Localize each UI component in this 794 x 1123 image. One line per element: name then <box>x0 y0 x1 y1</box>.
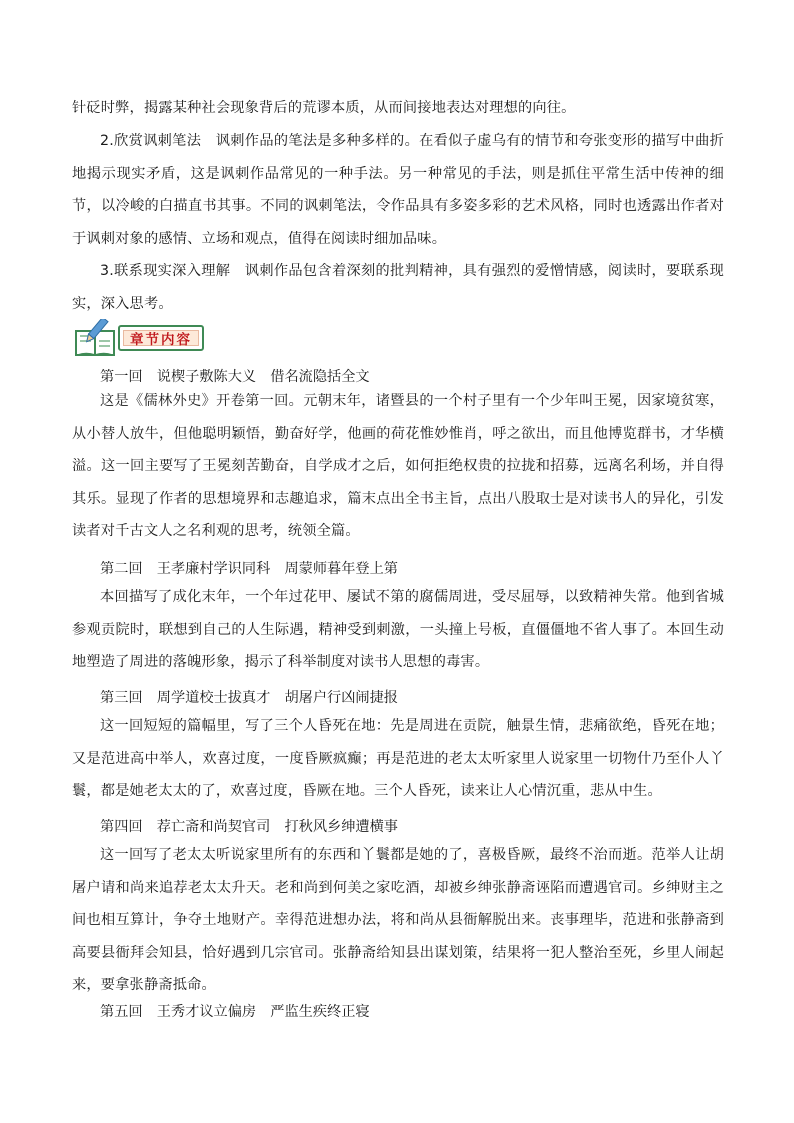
paragraph-point-2: 2.欣赏讽刺笔法 讽刺作品的笔法是多种多样的。在看似子虚乌有的情节和夸张变形的描写中曲折地揭示现实矛盾，这是讽刺作品常见的一种手法。另一种常见的手法，则是抓住平常生活中传神的细节，以冷峻的白描直书其事。不同的讽刺笔法，令作品具有多姿多彩的艺术风格，同时也透露出作者对于讽刺对象的感情、立场和观点，值得在阅读时细加品味。 <box>72 133 724 247</box>
book-pencil-icon <box>74 319 118 359</box>
chapter-1-summary: 这是《儒林外史》开卷第一回。元朝末年，诸暨县的一个村子里有一个少年叫王冕，因家境贫寒，从小替人放牛，但他聪明颖悟，勤奋好学，他画的荷花惟妙惟肖，呼之欲出，而且他博览群书，才华横溢。这一回主要写了王冕刻苦勤奋，自学成才之后，如何拒绝权贵的拉拢和招募，远离名利场，并自得其乐。显现了作者的思想境界和志趣追求，篇末点出全书主旨，点出八股取士是对读书人的异化，引发读者对千古文人之名利观的思考，统领全篇。 <box>72 393 724 539</box>
chapter-5-title: 第五回 王秀才议立偏房 严监生疾终正寝 <box>100 1004 370 1020</box>
section-badge-label: 章节内容 <box>130 332 192 348</box>
paragraph-point-3: 3.联系现实深入理解 讽刺作品包含着深刻的批判精神，具有强烈的爱憎情感，阅读时，要联系现实，深入思考。 <box>72 263 724 312</box>
chapter-4-title: 第四回 荐亡斋和尚契官司 打秋风乡绅遭横事 <box>100 819 398 835</box>
chapter-1-title: 第一回 说楔子敷陈大义 借名流隐括全文 <box>100 369 370 385</box>
paragraph-carryover: 针砭时弊，揭露某种社会现象背后的荒谬本质，从而间接地表达对理想的向往。 <box>72 100 576 116</box>
chapter-2-summary: 本回描写了成化末年，一个年过花甲、屡试不第的腐儒周进，受尽屈辱，以致精神失常。他到省城参观贡院时，联想到自己的人生际遇，精神受到刺激，一头撞上号板，直僵僵地不省人事了。本回生动地塑造了周进的落魄形象，揭示了科举制度对读书人思想的毒害。 <box>72 589 724 670</box>
chapter-4-summary: 这一回写了老太太听说家里所有的东西和丫鬟都是她的了，喜极昏厥，最终不治而逝。范举人让胡屠户请和尚来追荐老太太升天。老和尚到何美之家吃酒，却被乡绅张静斋诬陷而遭遇官司。乡绅财主之间也相互算计，争夺土地财产。幸得范进想办法，将和尚从县衙解脱出来。丧事理毕，范进和张静斋到高要县衙拜会知县，恰好遇到几宗官司。张静斋给知县出谋划策，结果将一犯人整治至死，乡里人闹起来，要拿张静斋抵命。 <box>72 847 724 993</box>
chapter-2-title: 第二回 王孝廉村学识同科 周蒙师暮年登上第 <box>100 561 398 577</box>
section-badge <box>74 319 214 359</box>
section-badge-frame <box>118 325 204 351</box>
chapter-3-title: 第三回 周学道校士拔真才 胡屠户行凶闹捷报 <box>100 690 398 706</box>
chapter-3-summary: 这一回短短的篇幅里，写了三个人昏死在地：先是周进在贡院，触景生情，悲痛欲绝，昏死在地；又是范进高中举人，欢喜过度，一度昏厥疯癫；再是范进的老太太听家里人说家里一切物什乃至仆人丫鬟，都是她老太太的了，欢喜过度，昏厥在地。三个人昏死，读来让人心情沉重，悲从中生。 <box>72 718 724 799</box>
